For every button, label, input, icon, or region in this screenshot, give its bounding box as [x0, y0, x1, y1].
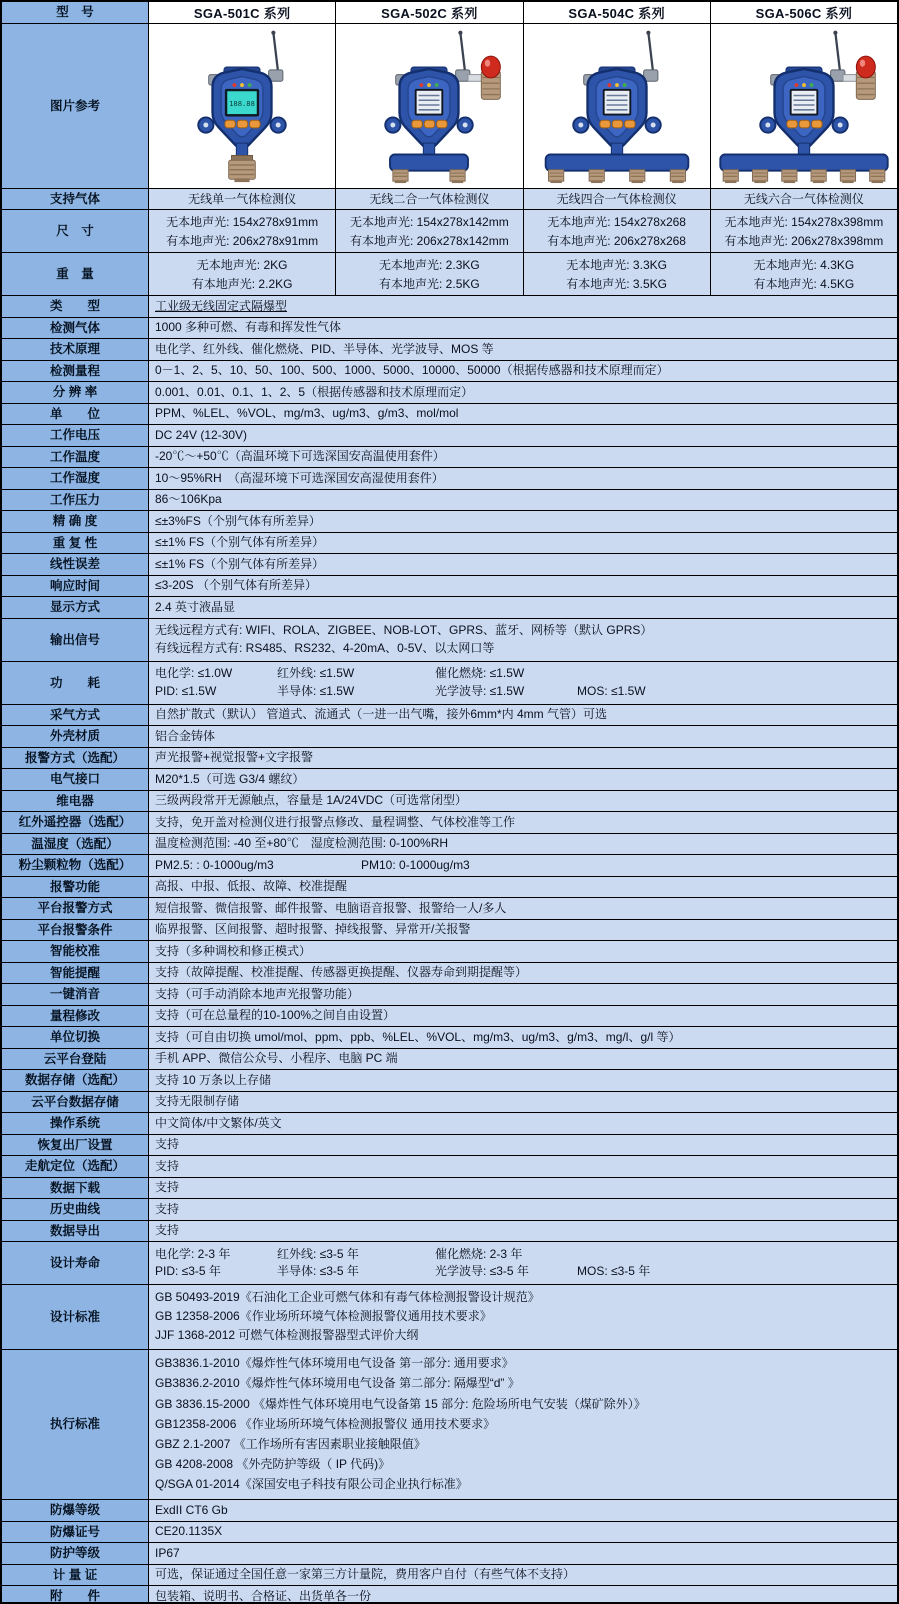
- value-text: 有本地声光: 206x278x268: [547, 234, 686, 249]
- value-text: 0.001、0.01、0.1、1、2、5（根据传感器和技术原理而定）: [155, 384, 474, 399]
- spec-row: [2, 447, 897, 469]
- product-spec-row: [2, 189, 897, 211]
- product-image-sga-502c: [343, 28, 515, 184]
- product-spec-row: [2, 253, 897, 296]
- spec-row: [2, 877, 897, 899]
- spec-row: [2, 404, 897, 426]
- row-value: [149, 619, 897, 661]
- row-value: [149, 533, 897, 554]
- model-column-header-502c: SGA-502C 系列: [336, 2, 523, 23]
- row-value: [149, 1522, 897, 1543]
- value-text: -20℃～+50℃（高温环境下可选深国安高温使用套件）: [155, 449, 445, 464]
- spec-row: [2, 425, 897, 447]
- row-value: [149, 296, 897, 317]
- model-value-cell: [711, 253, 897, 295]
- row-value: [149, 468, 897, 489]
- value-text: PPM、%LEL、%VOL、mg/m3、ug/m3、g/m3、mol/mol: [155, 406, 459, 421]
- spec-row: [2, 1156, 897, 1178]
- row-label: 电气接口: [2, 769, 149, 790]
- value-text: 电化学、红外线、催化燃烧、PID、半导体、光学波导、MOS 等: [155, 341, 494, 356]
- value-text: PM2.5: : 0-1000ug/m3: [155, 857, 274, 872]
- spec-row: [2, 468, 897, 490]
- spec-row: [2, 984, 897, 1006]
- row-value: [149, 1500, 897, 1521]
- value-text: 支持: [155, 1223, 180, 1238]
- per-model-spec-rows: [2, 189, 897, 297]
- model-value-cell: [524, 210, 711, 252]
- model-value-cell: [336, 189, 523, 210]
- value-text: M20*1.5（可选 G3/4 螺纹）: [155, 771, 305, 786]
- value-text: 有本地声光: 206x278x142mm: [350, 234, 509, 249]
- product-spec-row: [2, 210, 897, 253]
- row-label: 计 量 证: [2, 1565, 149, 1586]
- value-text: 催化燃烧: 2-3 年: [435, 1246, 523, 1261]
- row-label: 单 位: [2, 404, 149, 425]
- row-value: [149, 726, 897, 747]
- value-text: 支持无限制存储: [155, 1094, 240, 1109]
- value-text: GBZ 2.1-2007 《工作场所有害因素职业接触限值》: [155, 1436, 426, 1451]
- value-text: GB 50493-2019《石油化工企业可燃气体和有毒气体检测报警设计规范》: [155, 1290, 540, 1305]
- spec-row: [2, 1113, 897, 1135]
- value-text: 包装箱、说明书、合格证、出货单各一份: [155, 1588, 372, 1603]
- value-text: 手机 APP、微信公众号、小程序、电脑 PC 端: [155, 1051, 398, 1066]
- model-value-cell: [149, 210, 336, 252]
- model-value-cell: [711, 189, 897, 210]
- value-text: 临界报警、区间报警、超时报警、掉线报警、异常开/关报警: [155, 922, 471, 937]
- row-value: [149, 1543, 897, 1564]
- model-value-cell: [711, 210, 897, 252]
- product-image-sga-506c: [718, 28, 890, 184]
- value-text: Q/SGA 01-2014《深国安电子科技有限公司企业执行标准》: [155, 1476, 468, 1491]
- value-text: 86～106Kpa: [155, 492, 222, 507]
- spec-row: [2, 597, 897, 619]
- spec-row: [2, 1586, 897, 1604]
- row-value: [149, 404, 897, 425]
- spec-row: [2, 1070, 897, 1092]
- row-label: 数据导出: [2, 1221, 149, 1242]
- row-label: 粉尘颗粒物（选配）: [2, 855, 149, 876]
- spec-row: [2, 382, 897, 404]
- model-column-header-506c: SGA-506C 系列: [711, 2, 897, 23]
- spec-row: [2, 1500, 897, 1522]
- value-text: 支持: [155, 1201, 180, 1216]
- row-value: [149, 1242, 897, 1284]
- value-text: 电化学: ≤1.0W: [155, 666, 233, 681]
- value-text: 无线四合一气体检测仪: [556, 192, 677, 207]
- model-value-cell: [524, 253, 711, 295]
- spec-row: [2, 898, 897, 920]
- row-value: [149, 812, 897, 833]
- row-label: 工作湿度: [2, 468, 149, 489]
- value-text: 三级两段常开无源触点，容量是 1A/24VDC（可选常闭型）: [155, 793, 468, 808]
- model-value-cell: [336, 253, 523, 295]
- spec-row: [2, 1027, 897, 1049]
- row-label: 防爆证号: [2, 1522, 149, 1543]
- product-image-cell-501c: [149, 24, 336, 188]
- row-label: 附 件: [2, 1586, 149, 1604]
- value-text: 支持（故障提醒、校准提醒、传感器更换提醒、仪器寿命到期提醒等）: [155, 965, 528, 980]
- value-text: 10～95%RH （高湿环境下可选深国安高湿使用套件）: [155, 470, 444, 485]
- value-text: 高报、中报、低报、故障、校准提醒: [155, 879, 348, 894]
- row-value: [149, 834, 897, 855]
- row-label: 分 辨 率: [2, 382, 149, 403]
- value-text: 支持: [155, 1180, 180, 1195]
- model-column-header-504c: SGA-504C 系列: [524, 2, 711, 23]
- spec-row: [2, 1006, 897, 1028]
- row-label: 执行标准: [2, 1350, 149, 1500]
- row-label: 工作压力: [2, 490, 149, 511]
- spec-row: [2, 511, 897, 533]
- row-value: [149, 1350, 897, 1500]
- row-value: [149, 855, 897, 876]
- spec-row: [2, 576, 897, 598]
- spec-row: [2, 533, 897, 555]
- row-value: [149, 963, 897, 984]
- spec-row: [2, 855, 897, 877]
- row-value: [149, 318, 897, 339]
- spec-row: [2, 1522, 897, 1544]
- spec-row: [2, 941, 897, 963]
- model-value-cell: [524, 189, 711, 210]
- value-text: GB 4208-2008 《外壳防护等级（ IP 代码)》: [155, 1456, 391, 1471]
- spec-row: [2, 769, 897, 791]
- value-text: 可选，保证通过全国任意一家第三方计量院，费用客户自付（有些气体不支持）: [155, 1567, 576, 1582]
- row-label: 红外遥控器（选配）: [2, 812, 149, 833]
- value-text: 支持 10 万条以上存储: [155, 1072, 272, 1087]
- row-label: 量程修改: [2, 1006, 149, 1027]
- value-text: 2.4 英寸液晶显: [155, 599, 236, 614]
- row-label: 报警功能: [2, 877, 149, 898]
- value-text: 有本地声光: 206x278x398mm: [724, 234, 884, 249]
- row-label: 类 型: [2, 296, 149, 317]
- value-text: 1000 多种可燃、有毒和挥发性气体: [155, 320, 342, 335]
- product-image-cell-506c: [711, 24, 897, 188]
- spec-row: [2, 1285, 897, 1350]
- value-text: GB3836.2-2010《爆炸性气体环境用电气设备 第二部分: 隔爆型“d” 》: [155, 1376, 520, 1391]
- row-value: [149, 748, 897, 769]
- row-value: [149, 1070, 897, 1091]
- value-text: JJF 1368-2012 可燃气体检测报警器型式评价大纲: [155, 1327, 419, 1342]
- value-text: 0－1、2、5、10、50、100、500、1000、5000、10000、50000（根据传感器和技术原理而定）: [155, 363, 669, 378]
- row-label: 数据下载: [2, 1178, 149, 1199]
- product-image-sga-504c: [531, 28, 703, 184]
- row-value: [149, 705, 897, 726]
- row-value: [149, 1586, 897, 1604]
- row-value: [149, 1285, 897, 1349]
- row-label: 输出信号: [2, 619, 149, 661]
- row-label: 防护等级: [2, 1543, 149, 1564]
- row-label: 走航定位（选配）: [2, 1156, 149, 1177]
- row-value: [149, 597, 897, 618]
- row-label: 重 复 性: [2, 533, 149, 554]
- row-label: 平台报警条件: [2, 920, 149, 941]
- spec-row: [2, 726, 897, 748]
- spec-row: [2, 1350, 897, 1501]
- spec-row: [2, 1178, 897, 1200]
- spec-row: [2, 834, 897, 856]
- value-text: 支持（可在总量程的10-100%之间自由设置）: [155, 1008, 396, 1023]
- spec-row: [2, 791, 897, 813]
- value-text: CE20.1135X: [155, 1524, 223, 1539]
- spec-row: [2, 1049, 897, 1071]
- row-label: 单位切换: [2, 1027, 149, 1048]
- spec-row: [2, 296, 897, 318]
- value-text: PID: ≤3-5 年: [155, 1264, 221, 1279]
- row-value: [149, 425, 897, 446]
- value-text: 铝合金铸体: [155, 728, 216, 743]
- row-label: 工作温度: [2, 447, 149, 468]
- row-label: 智能提醒: [2, 963, 149, 984]
- spec-row: [2, 920, 897, 942]
- value-text: 支持（可自由切换 umol/mol、ppm、ppb、%LEL、%VOL、mg/m3、ug/m3、g/m3、mg/l、g/l 等）: [155, 1029, 681, 1044]
- spec-row: [2, 619, 897, 662]
- value-text: 无本地声光: 154x278x142mm: [350, 214, 509, 229]
- row-label: 云平台数据存储: [2, 1092, 149, 1113]
- row-label: 尺 寸: [2, 210, 149, 252]
- row-label: 智能校准: [2, 941, 149, 962]
- value-text: 支持（可手动消除本地声光报警功能）: [155, 986, 360, 1001]
- row-value: [149, 791, 897, 812]
- row-value: [149, 941, 897, 962]
- spec-row: [2, 748, 897, 770]
- spec-row: [2, 705, 897, 727]
- product-image-cell-502c: [336, 24, 523, 188]
- value-text: 自然扩散式（默认） 管道式、流通式（一进一出气嘴，接外6mm*内 4mm 气管）可选: [155, 707, 608, 722]
- spec-row: [2, 1565, 897, 1587]
- value-text: MOS: ≤3-5 年: [577, 1264, 651, 1279]
- spec-row: [2, 1199, 897, 1221]
- value-text: ≤±1% FS（个别气体有所差异）: [155, 556, 325, 571]
- row-label: 报警方式（选配）: [2, 748, 149, 769]
- row-value: [149, 576, 897, 597]
- row-label: 支持气体: [2, 189, 149, 210]
- value-text: 支持（多种调校和修正模式）: [155, 943, 312, 958]
- value-text: 有本地声光: 206x278x91mm: [166, 234, 319, 249]
- value-text: 无本地声光: 2.3KG: [379, 257, 480, 272]
- row-value: [149, 1135, 897, 1156]
- value-text: 有本地声光: 2.5KG: [379, 277, 480, 292]
- value-text: IP67: [155, 1545, 180, 1560]
- row-value: [149, 898, 897, 919]
- value-text: 中文简体/中文繁体/英文: [155, 1115, 282, 1130]
- row-label: 采气方式: [2, 705, 149, 726]
- value-text: DC 24V (12-30V): [155, 427, 248, 442]
- model-column-header-501c: SGA-501C 系列: [149, 2, 336, 23]
- spec-row: [2, 1543, 897, 1565]
- value-text: 无线单一气体检测仪: [188, 192, 297, 207]
- value-text: GB 3836.15-2000 《爆炸性气体环境用电气设备第 15 部分: 危险场所电气安装（煤矿除外）》: [155, 1396, 646, 1411]
- row-label: 操作系统: [2, 1113, 149, 1134]
- value-text: 电化学: 2-3 年: [155, 1246, 231, 1261]
- value-text: 光学波导: ≤1.5W: [435, 683, 525, 698]
- product-image-sga-501c: [156, 28, 328, 184]
- spec-row: [2, 1135, 897, 1157]
- value-text: 红外线: ≤3-5 年: [277, 1246, 359, 1261]
- spec-row: [2, 361, 897, 383]
- svg-text:188.88: 188.88: [229, 98, 255, 108]
- value-text: PID: ≤1.5W: [155, 683, 217, 698]
- row-label: 功 耗: [2, 662, 149, 704]
- value-text: PM10: 0-1000ug/m3: [361, 857, 470, 872]
- value-text: 短信报警、微信报警、邮件报警、电脑语音报警、报警给一人/多人: [155, 900, 507, 915]
- value-text: 无本地声光: 3.3KG: [566, 257, 667, 272]
- spec-row: [2, 812, 897, 834]
- value-text: 无本地声光: 154x278x398mm: [724, 214, 884, 229]
- row-label: 恢复出厂设置: [2, 1135, 149, 1156]
- row-label: 响应时间: [2, 576, 149, 597]
- spec-row: [2, 662, 897, 705]
- spec-row: [2, 1221, 897, 1243]
- photo-row: [2, 24, 897, 189]
- row-label: 设计寿命: [2, 1242, 149, 1284]
- row-value: [149, 920, 897, 941]
- value-text: 光学波导: ≤3-5 年: [435, 1264, 529, 1279]
- value-text: GB3836.1-2010《爆炸性气体环境用电气设备 第一部分: 通用要求》: [155, 1356, 514, 1371]
- value-text: 有本地声光: 4.5KG: [753, 277, 855, 292]
- row-label: 设计标准: [2, 1285, 149, 1349]
- spec-row: [2, 554, 897, 576]
- value-text: 温度检测范围: -40 至+80℃ 湿度检测范围: 0-100%RH: [155, 836, 449, 851]
- row-value: [149, 1027, 897, 1048]
- spec-row: [2, 339, 897, 361]
- row-value: [149, 1006, 897, 1027]
- spec-row: [2, 963, 897, 985]
- model-value-cell: [149, 253, 336, 295]
- row-value: [149, 1113, 897, 1134]
- product-image-cell-504c: [524, 24, 711, 188]
- value-text: 催化燃烧: ≤1.5W: [435, 666, 525, 681]
- row-value: [149, 662, 897, 704]
- row-value: [149, 769, 897, 790]
- value-text: 无本地声光: 154x278x91mm: [166, 214, 319, 229]
- row-label: 历史曲线: [2, 1199, 149, 1220]
- row-value: [149, 1221, 897, 1242]
- value-text: 支持，免开盖对检测仪进行报警点修改、量程调整、气体校准等工作: [155, 814, 516, 829]
- value-text: GB 12358-2006《作业场所环境气体检测报警仪通用技术要求》: [155, 1309, 492, 1324]
- spec-row: [2, 318, 897, 340]
- row-label: 显示方式: [2, 597, 149, 618]
- value-text: MOS: ≤1.5W: [577, 683, 646, 698]
- row-label: 检测气体: [2, 318, 149, 339]
- row-label: 工作电压: [2, 425, 149, 446]
- value-text: 有本地声光: 2.2KG: [191, 277, 293, 292]
- row-label: 维电器: [2, 791, 149, 812]
- model-value-cell: [336, 210, 523, 252]
- row-label: 技术原理: [2, 339, 149, 360]
- row-label: 平台报警方式: [2, 898, 149, 919]
- spec-row: [2, 1092, 897, 1114]
- model-value-cell: [149, 189, 336, 210]
- row-value: [149, 1156, 897, 1177]
- value-text: 红外线: ≤1.5W: [277, 666, 355, 681]
- value-text: 有线远程方式有: RS485、RS232、4-20mA、0-5V、以太网口等: [155, 640, 495, 655]
- value-text: 无线二合一气体检测仪: [369, 192, 490, 207]
- photo-row-label: 图片参考: [2, 24, 149, 188]
- row-value: [149, 877, 897, 898]
- value-text: ≤±1% FS（个别气体有所差异）: [155, 535, 325, 550]
- spec-row: [2, 490, 897, 512]
- value-text: GB12358-2006 《作业场所环境气体检测报警仪 通用技术要求》: [155, 1416, 496, 1431]
- row-value: [149, 1049, 897, 1070]
- value-text: 声光报警+视觉报警+文字报警: [155, 750, 314, 765]
- row-value: [149, 382, 897, 403]
- header-model-label: 型 号: [2, 2, 149, 23]
- row-label: 防爆等级: [2, 1500, 149, 1521]
- row-value: [149, 1178, 897, 1199]
- row-label: 一键消音: [2, 984, 149, 1005]
- row-value: [149, 447, 897, 468]
- value-text: 工业级无线固定式隔爆型: [155, 298, 288, 313]
- row-value: [149, 490, 897, 511]
- value-text: 支持: [155, 1158, 180, 1173]
- row-label: 重 量: [2, 253, 149, 295]
- value-text: ≤±3%FS（个别气体有所差异）: [155, 513, 321, 528]
- value-text: 无本地声光: 2KG: [196, 257, 288, 272]
- value-text: 无本地声光: 154x278x268: [547, 214, 686, 229]
- value-text: 无本地声光: 4.3KG: [753, 257, 855, 272]
- value-text: 半导体: ≤3-5 年: [277, 1264, 359, 1279]
- row-value: [149, 1199, 897, 1220]
- value-text: ExdII CT6 Gb: [155, 1502, 228, 1517]
- row-value: [149, 361, 897, 382]
- value-text: 支持: [155, 1137, 180, 1152]
- row-label: 云平台登陆: [2, 1049, 149, 1070]
- row-label: 检测量程: [2, 361, 149, 382]
- spec-row: [2, 1242, 897, 1285]
- row-label: 数据存储（选配）: [2, 1070, 149, 1091]
- row-value: [149, 984, 897, 1005]
- row-label: 线性误差: [2, 554, 149, 575]
- value-text: 半导体: ≤1.5W: [277, 683, 355, 698]
- row-value: [149, 1092, 897, 1113]
- shared-spec-rows: [2, 296, 897, 1604]
- value-text: 无线六合一气体检测仪: [743, 192, 864, 207]
- row-value: [149, 511, 897, 532]
- row-value: [149, 554, 897, 575]
- row-label: 外壳材质: [2, 726, 149, 747]
- value-text: 有本地声光: 3.5KG: [566, 277, 667, 292]
- value-text: 无线远程方式有: WIFI、ROLA、ZIGBEE、NOB-LOT、GPRS、蓝牙、网桥等（默认 GPRS）: [155, 623, 653, 638]
- row-value: [149, 1565, 897, 1586]
- row-value: [149, 339, 897, 360]
- row-label: 精 确 度: [2, 511, 149, 532]
- value-text: ≤3-20S （个别气体有所差异）: [155, 578, 317, 593]
- row-label: 温湿度（选配）: [2, 834, 149, 855]
- header-row: [2, 2, 897, 24]
